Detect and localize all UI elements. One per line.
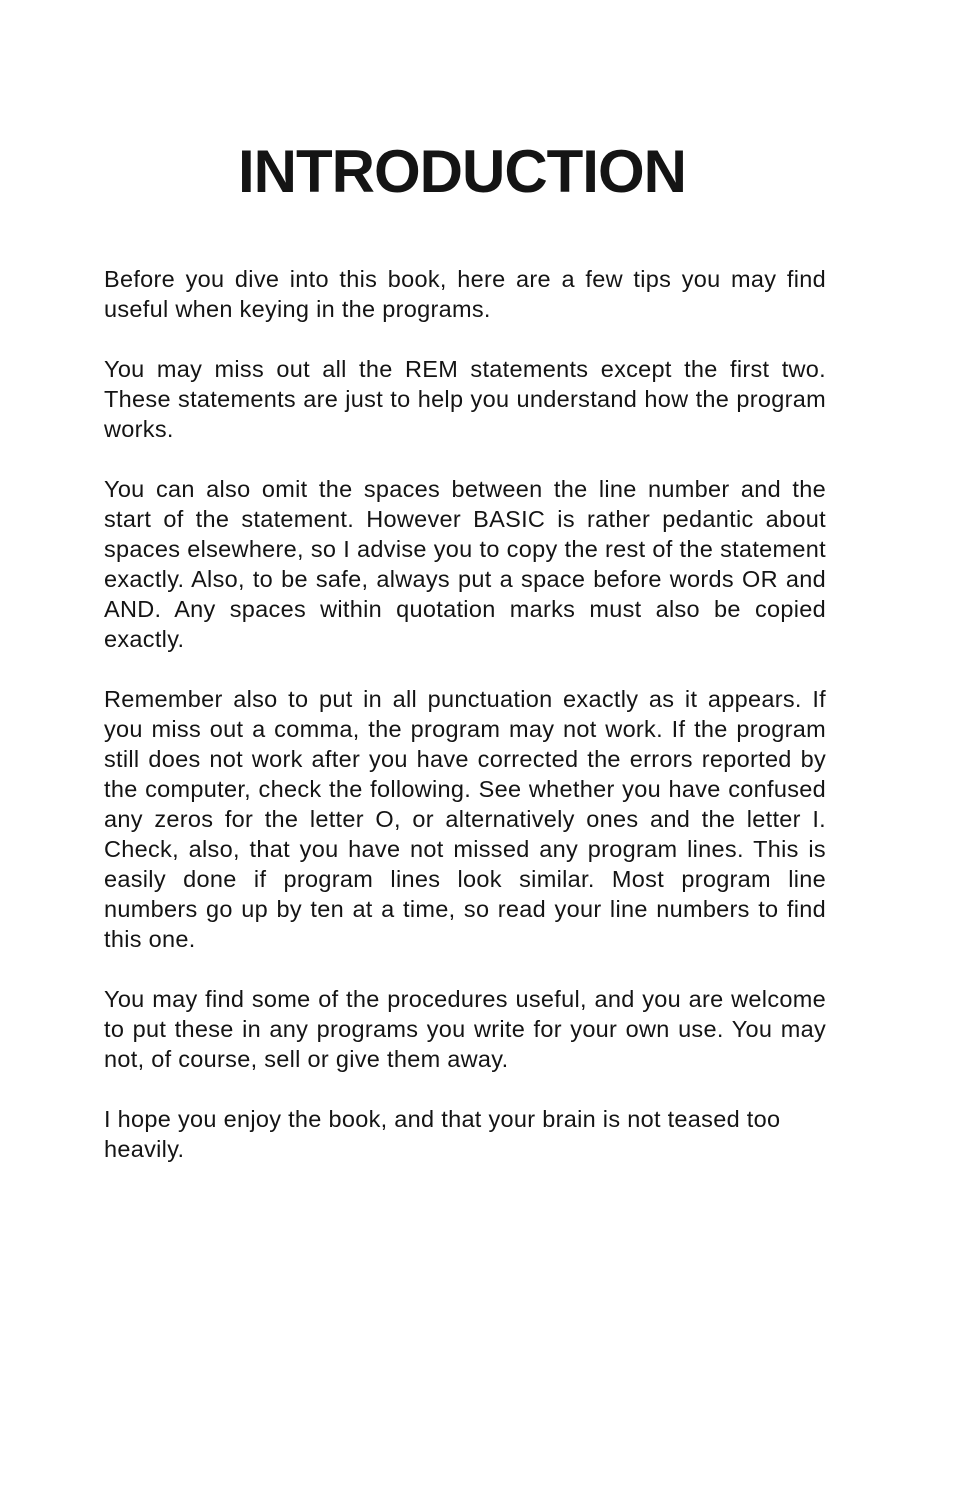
paragraph-punctuation: Remember also to put in all punctuation exactly as it appears. If you miss out a comma, the program may not work. If the program still does not work after you have corrected the errors reported by the computer, check the following. See whether you have confused any zeros for the letter O, or alternatively ones and the letter I. Check, also, that you have not missed any program lines. This is easily done if program lines look similar. Most program line numbers go up by ten at a time, so read your line numbers to find this one. bbox=[104, 686, 826, 952]
body-text bbox=[104, 264, 826, 1194]
paragraph-tips-intro: Before you dive into this book, here are a few tips you may find useful when keying in the programs. bbox=[104, 266, 826, 322]
paragraph-closing: I hope you enjoy the book, and that your brain is not teased too heavily. bbox=[104, 1106, 781, 1162]
paragraph-rem-statements: You may miss out all the REM statements except the first two. These statements are just to help you understand how the program works. bbox=[104, 356, 826, 442]
paragraph-spaces: You can also omit the spaces between the line number and the start of the statement. However BASIC is rather pedantic about spaces elsewhere, so I advise you to copy the rest of the statement exactly. Also, to be safe, always put a space before words OR and AND. Any spaces within quotation marks must also be copied exactly. bbox=[104, 476, 826, 652]
page-title: INTRODUCTION bbox=[238, 138, 686, 205]
paragraph-procedures: You may find some of the procedures useful, and you are welcome to put these in any programs you write for your own use. You may not, of course, sell or give them away. bbox=[104, 986, 826, 1072]
